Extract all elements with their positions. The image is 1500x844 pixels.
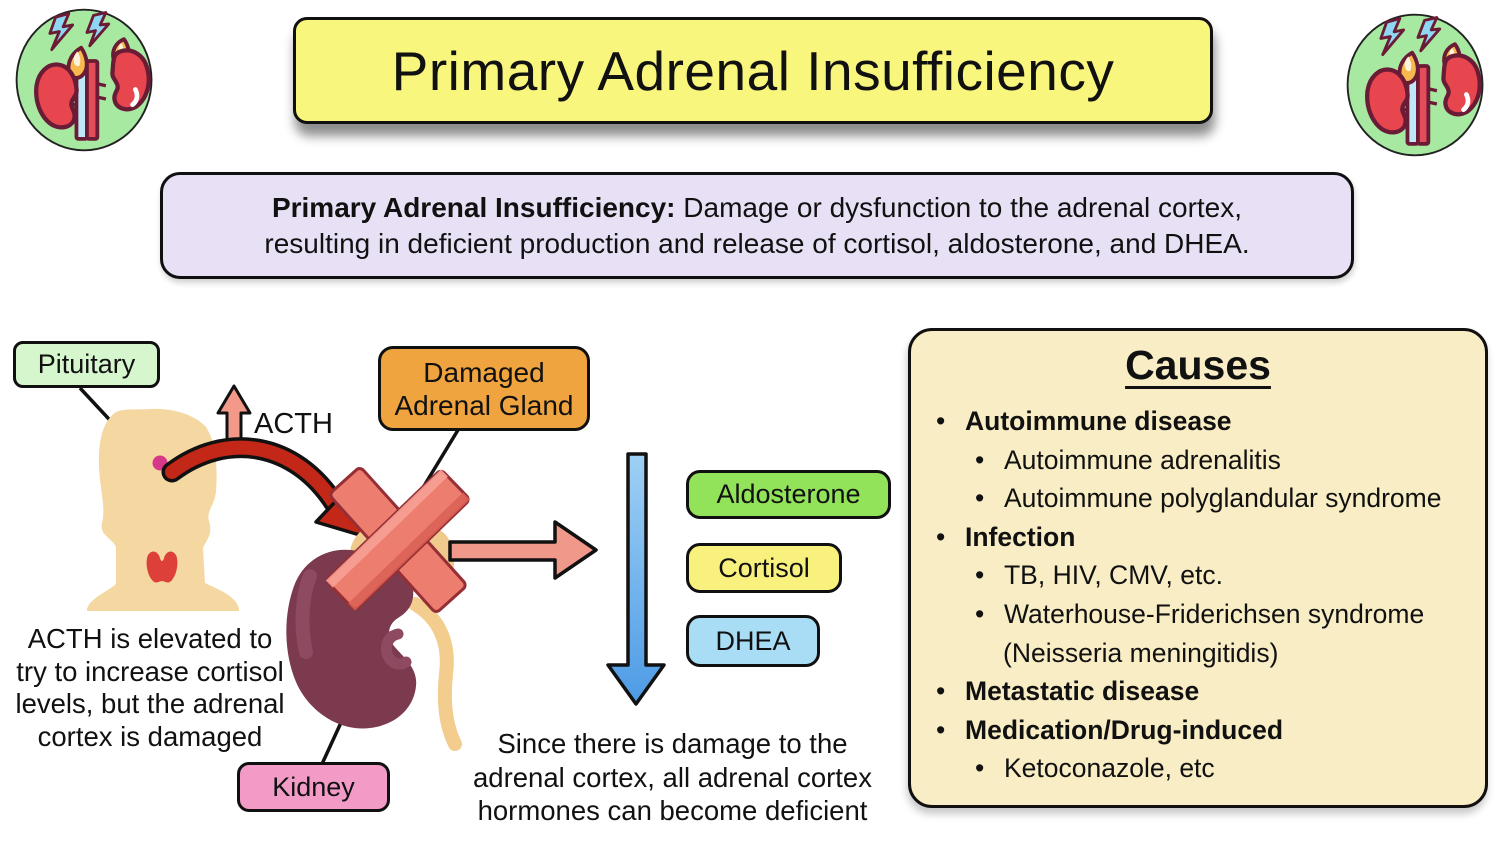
definition-line1 [272,190,1242,226]
bullet-icon [936,672,965,711]
caption-line: adrenal cortex, all adrenal cortex [473,761,872,793]
damaged-label-line2: Adrenal Gland [394,389,574,421]
bullet-icon [936,711,965,750]
dhea-text: DHEA [715,625,791,656]
cause-subitem: • Ketoconazole, etc [911,749,1485,788]
blue-down-arrow [608,454,664,704]
definition-term: Primary Adrenal Insufficiency: [271,191,676,223]
hormone-badge-cortisol [686,543,842,593]
cause-item: • Autoimmune disease [911,402,1485,441]
definition-text-line1: Damage or dysfunction to the adrenal cortex, [683,191,1243,223]
pituitary-label [13,341,160,388]
bullet-icon [936,402,965,441]
cause-item: • Medication/Drug-induced [911,711,1485,750]
causes-list [911,402,1485,788]
kidney-label-text: Kidney [272,771,355,802]
kidney-label [237,762,390,812]
hormone-badge-dhea [686,615,820,667]
kidney-highlight [303,576,310,652]
cause-item: • Infection [911,518,1485,557]
cause-subitem: • Waterhouse-Friderichsen syndrome [911,595,1485,634]
hormone-badge-aldosterone [686,470,891,519]
acth-label: ACTH [254,408,333,440]
kidneys-lightning-icon [11,4,159,156]
caption-line: Since there is damage to the [497,728,848,759]
kidneys-lightning-icon [1342,9,1490,161]
acth-elevated-caption [0,623,300,753]
page-title: Primary Adrenal Insufficiency [391,39,1115,102]
cortisol-text: Cortisol [718,552,810,583]
definition-box [160,172,1354,279]
bullet-icon [936,518,965,557]
aldosterone-text: Aldosterone [716,479,861,509]
cause-subitem: • Autoimmune adrenalitis [911,441,1485,480]
acth-up-arrow [218,386,250,441]
causes-title: Causes [1125,342,1271,388]
ureter [415,604,455,744]
salmon-right-arrow [450,522,596,578]
definition-line2: resulting in deficient production and release of cortisol, aldosterone, and DHEA. [264,227,1250,259]
cause-subitem-continuation: (Neisseria meningitidis) [1003,637,1279,668]
bullet-icon [975,556,1004,595]
caption-line: try to increase cortisol [16,655,284,687]
damaged-label-line1: Damaged [423,356,545,388]
cause-subitem: • TB, HIV, CMV, etc. [911,556,1485,595]
bullet-icon [975,479,1004,518]
caption-line: hormones can become deficient [477,795,868,826]
cause-subitem: • Autoimmune polyglandular syndrome [911,479,1485,518]
hormone-deficiency-caption [450,727,895,828]
pituitary-label-text: Pituitary [37,349,136,379]
caption-line: cortex is damaged [37,720,263,752]
cause-item: • Metastatic disease [911,672,1485,711]
bullet-icon [975,749,1004,788]
causes-panel [908,328,1488,808]
caption-line: ACTH is elevated to [27,623,273,654]
bullet-icon [975,441,1004,480]
damaged-adrenal-gland-label [378,346,590,431]
bullet-icon [975,595,1004,634]
title-banner [293,17,1213,124]
caption-line: levels, but the adrenal [15,688,285,719]
